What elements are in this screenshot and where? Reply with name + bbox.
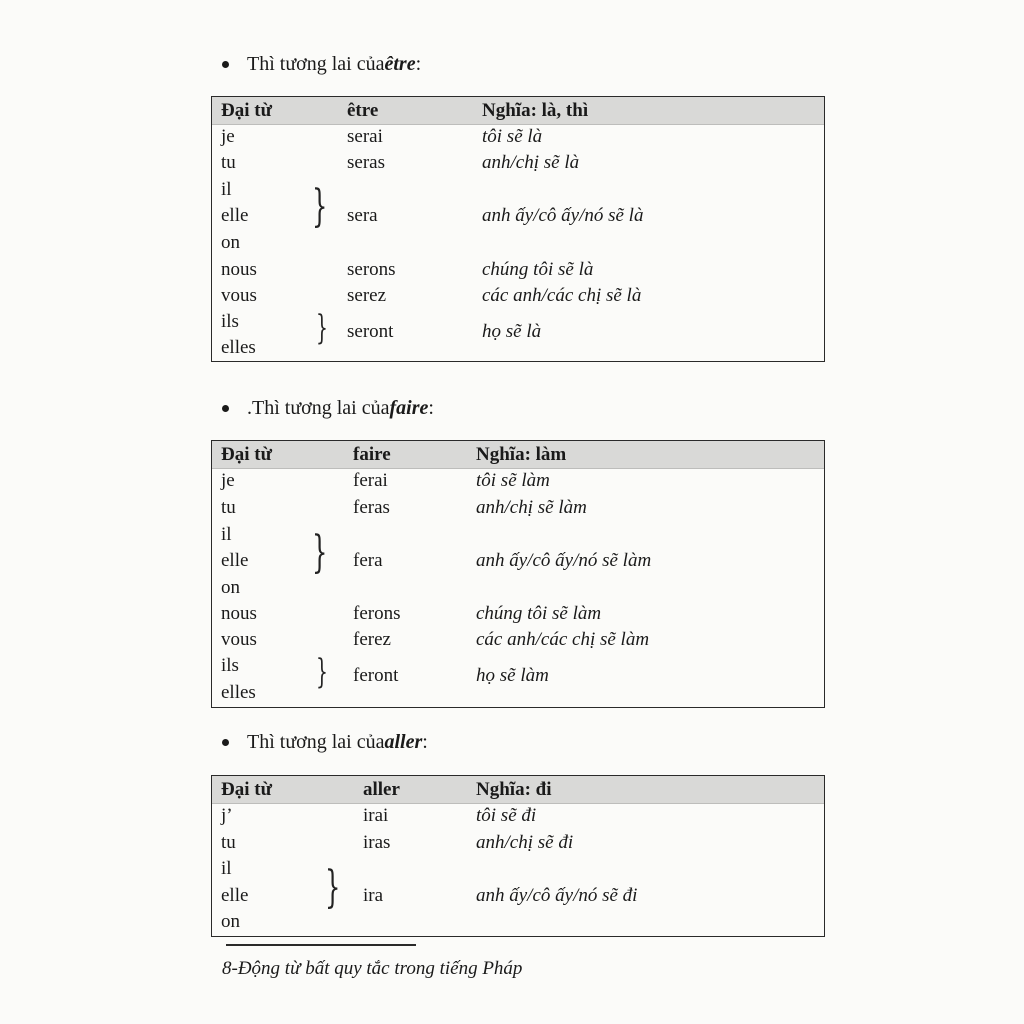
conjugation-table-etre xyxy=(211,96,825,362)
meaning-cell: tôi sẽ làm xyxy=(476,470,550,491)
pronoun-cell: on xyxy=(221,577,240,598)
heading-text: Thì tương lai của xyxy=(247,731,385,753)
column-header-verb: être xyxy=(347,100,379,121)
footnote-rule xyxy=(226,944,416,946)
pronoun-cell: vous xyxy=(221,629,257,650)
form-cell: ira xyxy=(363,885,384,906)
column-header-verb: aller xyxy=(363,779,400,800)
brace-icon: } xyxy=(316,652,328,692)
heading-verb: être xyxy=(384,53,416,75)
meaning-cell: họ sẽ làm xyxy=(476,665,549,686)
form-cell: fera xyxy=(353,550,383,571)
section-heading-faire xyxy=(222,396,434,420)
pronoun-cell: elle xyxy=(221,550,249,571)
form-cell: ferons xyxy=(353,603,401,624)
form-cell: iras xyxy=(363,832,391,853)
pronoun-cell: tu xyxy=(221,832,236,853)
form-cell: feras xyxy=(353,497,390,518)
pronoun-cell: nous xyxy=(221,259,257,280)
form-cell: serons xyxy=(347,259,396,280)
pronoun-cell: j’ xyxy=(221,805,233,826)
section-heading-etre xyxy=(222,52,421,76)
pronoun-cell: elle xyxy=(221,885,249,906)
bullet-icon xyxy=(222,739,229,746)
meaning-cell: anh/chị sẽ là xyxy=(482,152,580,173)
form-cell: sera xyxy=(347,205,378,226)
pronoun-cell: elles xyxy=(221,337,256,358)
meaning-cell: anh ấy/cô ấy/nó sẽ đi xyxy=(476,885,638,906)
section-heading-aller xyxy=(222,730,428,754)
meaning-cell: anh/chị sẽ đi xyxy=(476,832,574,853)
heading-colon: : xyxy=(428,397,434,419)
conjugation-table-faire xyxy=(211,440,825,708)
form-cell: seras xyxy=(347,152,385,173)
pronoun-cell: ils xyxy=(221,311,239,332)
heading-text: .Thì tương lai của xyxy=(247,397,390,419)
meaning-cell: anh/chị sẽ làm xyxy=(476,497,587,518)
heading-colon: : xyxy=(422,731,428,753)
meaning-cell: họ sẽ là xyxy=(482,321,542,342)
heading-verb: aller xyxy=(384,731,423,753)
pronoun-cell: il xyxy=(221,524,232,545)
bullet-icon xyxy=(222,61,229,68)
column-header-meaning: Nghĩa: là, thì xyxy=(482,100,589,121)
meaning-cell: tôi sẽ đi xyxy=(476,805,537,826)
brace-icon: } xyxy=(312,181,328,232)
heading-verb: faire xyxy=(389,397,429,419)
meaning-cell: anh ấy/cô ấy/nó sẽ làm xyxy=(476,550,652,571)
column-header-pronoun: Đại từ xyxy=(221,444,272,465)
meaning-cell: các anh/các chị sẽ làm xyxy=(476,629,650,650)
heading-text: Thì tương lai của xyxy=(247,53,385,75)
form-cell: ferai xyxy=(353,470,388,491)
pronoun-cell: je xyxy=(221,126,235,147)
pronoun-cell: il xyxy=(221,179,232,200)
form-cell: feront xyxy=(353,665,399,686)
pronoun-cell: nous xyxy=(221,603,257,624)
footnote: 8-Động từ bất quy tắc trong tiếng Pháp xyxy=(222,958,523,979)
column-header-pronoun: Đại từ xyxy=(221,779,272,800)
meaning-cell: chúng tôi sẽ làm xyxy=(476,603,602,624)
meaning-cell: các anh/các chị sẽ là xyxy=(482,285,642,306)
pronoun-cell: on xyxy=(221,232,240,253)
conjugation-table-aller xyxy=(211,775,825,937)
form-cell: serez xyxy=(347,285,387,306)
column-header-meaning: Nghĩa: làm xyxy=(476,444,567,465)
pronoun-cell: vous xyxy=(221,285,257,306)
brace-icon: } xyxy=(312,527,328,578)
pronoun-cell: je xyxy=(221,470,235,491)
pronoun-cell: elle xyxy=(221,205,249,226)
form-cell: irai xyxy=(363,805,389,826)
form-cell: seront xyxy=(347,321,394,342)
pronoun-cell: tu xyxy=(221,497,236,518)
form-cell: ferez xyxy=(353,629,391,650)
meaning-cell: chúng tôi sẽ là xyxy=(482,259,594,280)
column-header-pronoun: Đại từ xyxy=(221,100,272,121)
bullet-icon xyxy=(222,405,229,412)
column-header-verb: faire xyxy=(353,444,391,465)
brace-icon: } xyxy=(316,308,328,348)
pronoun-cell: il xyxy=(221,858,232,879)
pronoun-cell: on xyxy=(221,911,240,932)
meaning-cell: anh ấy/cô ấy/nó sẽ là xyxy=(482,205,644,226)
brace-icon: } xyxy=(325,862,341,913)
heading-colon: : xyxy=(415,53,422,75)
pronoun-cell: tu xyxy=(221,152,236,173)
form-cell: serai xyxy=(347,126,383,147)
meaning-cell: tôi sẽ là xyxy=(482,126,543,147)
pronoun-cell: elles xyxy=(221,682,256,703)
column-header-meaning: Nghĩa: đi xyxy=(476,779,552,800)
pronoun-cell: ils xyxy=(221,655,239,676)
